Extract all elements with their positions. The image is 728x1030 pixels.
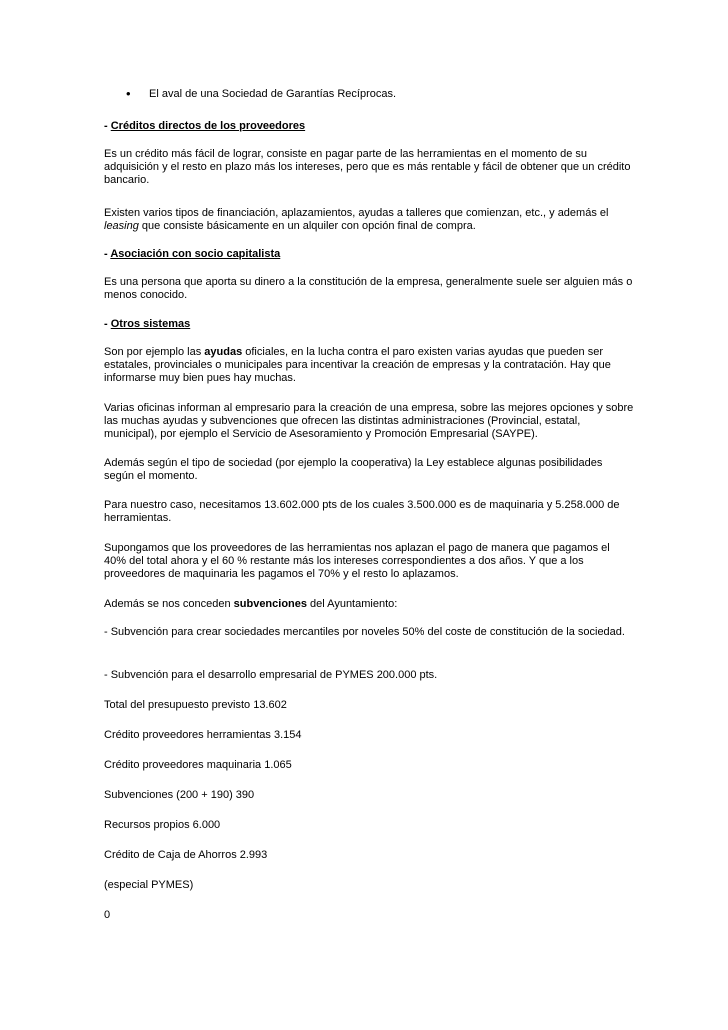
paragraph: Para nuestro caso, necesitamos 13.602.000 pts de los cuales 3.500.000 es de maquinaria y 5.258.000 de herramientas. bbox=[104, 499, 620, 524]
heading-title: Otros sistemas bbox=[110, 318, 191, 330]
summary-line: Recursos propios 6.000 bbox=[104, 819, 221, 831]
paragraph: Existen varios tipos de financiación, aplazamientos, ayudas a talleres que comienzan, etc., y además el leasing que consiste básicamente en un alquiler con opción final de compra. bbox=[104, 207, 609, 232]
paragraph: Es un crédito más fácil de lograr, consiste en pagar parte de las herramientas en el momento de su adquisición y el resto en plazo más los intereses, pero que es más rentable y fácil de obtener que un crédito bancario. bbox=[104, 148, 631, 186]
paragraph: Además se nos conceden subvenciones del Ayuntamiento: bbox=[104, 598, 398, 610]
heading-prefix: - bbox=[104, 318, 111, 330]
summary-line: 0 bbox=[104, 909, 111, 921]
paragraph: Además según el tipo de sociedad (por ejemplo la cooperativa) la Ley establece algunas posibilidades según el momento. bbox=[104, 457, 603, 482]
heading-asociacion bbox=[104, 248, 634, 261]
bold-term: ayudas bbox=[204, 346, 243, 358]
summary-line: Subvenciones (200 + 190) 390 bbox=[104, 789, 255, 801]
heading-prefix: - bbox=[104, 120, 111, 132]
bullet-dot-icon: • bbox=[126, 86, 131, 101]
bullet-text: El aval de una Sociedad de Garantías Recíprocas. bbox=[149, 88, 397, 100]
italic-term: leasing bbox=[104, 220, 139, 232]
summary-line: Crédito proveedores maquinaria 1.065 bbox=[104, 759, 292, 771]
heading-title: Asociación con socio capitalista bbox=[110, 248, 281, 260]
bold-term: subvenciones bbox=[233, 598, 307, 610]
paragraph: Varias oficinas informan al empresario para la creación de una empresa, sobre las mejores opciones y sobre las muchas ayudas y subvenciones que ofrecen las distintas administraciones (Provincial, estatal, municipal), por ejemplo el Servicio de Asesoramiento y Promoción Empresarial (SAYPE). bbox=[104, 402, 634, 440]
paragraph: - Subvención para el desarrollo empresarial de PYMES 200.000 pts. bbox=[104, 669, 438, 681]
summary-line: Crédito de Caja de Ahorros 2.993 bbox=[104, 849, 268, 861]
summary-line: (especial PYMES) bbox=[104, 879, 194, 891]
summary-line: Total del presupuesto previsto 13.602 bbox=[104, 699, 287, 711]
summary-line: Crédito proveedores herramientas 3.154 bbox=[104, 729, 302, 741]
paragraph: - Subvención para crear sociedades mercantiles por noveles 50% del coste de constitución de la sociedad. bbox=[104, 626, 625, 638]
heading-title: Créditos directos de los proveedores bbox=[110, 120, 306, 132]
paragraph: Supongamos que los proveedores de las herramientas nos aplazan el pago de manera que pagamos el 40% del total ahora y el 60 % restante más los intereses correspondientes a dos años. Y que a los proveedores de maquinaria les pagamos el 70% y el resto lo aplazamos. bbox=[104, 542, 610, 580]
paragraph: Es una persona que aporta su dinero a la constitución de la empresa, generalmente suele ser alguien más o menos conocido. bbox=[104, 276, 633, 301]
heading-creditos bbox=[104, 120, 634, 133]
heading-prefix: - bbox=[104, 248, 111, 260]
paragraph: Son por ejemplo las ayudas oficiales, en la lucha contra el paro existen varias ayudas que pueden ser estatales, provinciales o municipales para incentivar la creación de empresas y la contratación. Hay que informarse muy bien pues hay muchas. bbox=[104, 346, 611, 384]
heading-otros bbox=[104, 318, 634, 331]
